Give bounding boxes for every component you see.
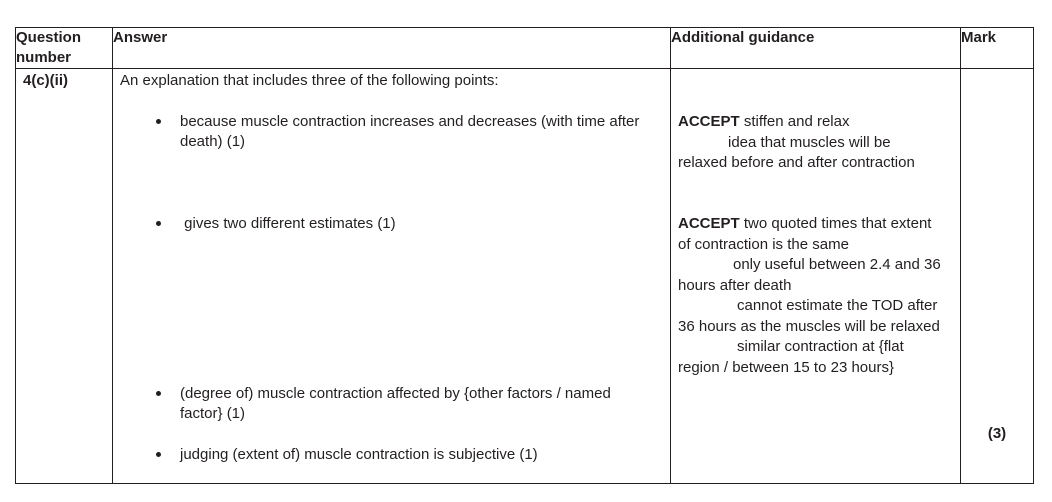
mark-cell	[961, 69, 1034, 484]
accept-label: ACCEPT	[678, 113, 740, 130]
guidance-accept-2	[678, 214, 931, 234]
guidance-note-3-line2: region / between 15 to 23 hours}	[678, 359, 894, 376]
guidance-note-3-line1: similar contraction at {flat	[737, 338, 904, 355]
answer-intro: An explanation that includes three of the following points:	[120, 72, 499, 89]
guidance-note-2-line2: 36 hours as the muscles will be relaxed	[678, 318, 940, 335]
header-row	[16, 28, 1034, 69]
mark-value: (3)	[987, 425, 1007, 442]
header-answer: Answer	[113, 28, 671, 69]
accept-label: ACCEPT	[678, 215, 740, 232]
bullet-point-1: because muscle contraction increases and decreases (with time after death) (1)	[180, 113, 640, 150]
answer-row	[16, 69, 1034, 484]
bullet-point-2: gives two different estimates (1)	[180, 215, 396, 232]
bullet-marker-1	[156, 119, 161, 124]
bullet-point-4: judging (extent of) muscle contraction is subjective (1)	[180, 446, 538, 463]
bullet-marker-4	[156, 452, 161, 457]
bullet-marker-2	[156, 221, 161, 226]
guidance-accept-1	[678, 112, 849, 132]
accept-text: two quoted times that extent	[739, 215, 932, 232]
answer-cell	[113, 69, 671, 484]
guidance-note-1-line2: hours after death	[678, 277, 792, 294]
accept-text: stiffen and relax	[739, 113, 850, 130]
question-number-cell	[16, 69, 113, 484]
guidance-cell	[671, 69, 961, 484]
guidance-note-2-line1: cannot estimate the TOD after	[737, 297, 938, 314]
header-additional-guidance: Additional guidance	[671, 28, 961, 69]
guidance-accept-1-line2: idea that muscles will be	[728, 134, 891, 151]
header-mark: Mark	[961, 28, 1034, 69]
header-question-number: Question number	[16, 28, 113, 69]
bullet-point-3: (degree of) muscle contraction affected by {other factors / named factor} (1)	[180, 385, 611, 422]
guidance-accept-1-line3: relaxed before and after contraction	[678, 154, 915, 171]
mark-scheme-table	[15, 27, 1034, 484]
guidance-note-1-line1: only useful between 2.4 and 36	[733, 256, 941, 273]
question-number: 4(c)(ii)	[23, 72, 68, 89]
bullet-marker-3	[156, 391, 161, 396]
guidance-accept-2-line2: of contraction is the same	[678, 236, 849, 253]
